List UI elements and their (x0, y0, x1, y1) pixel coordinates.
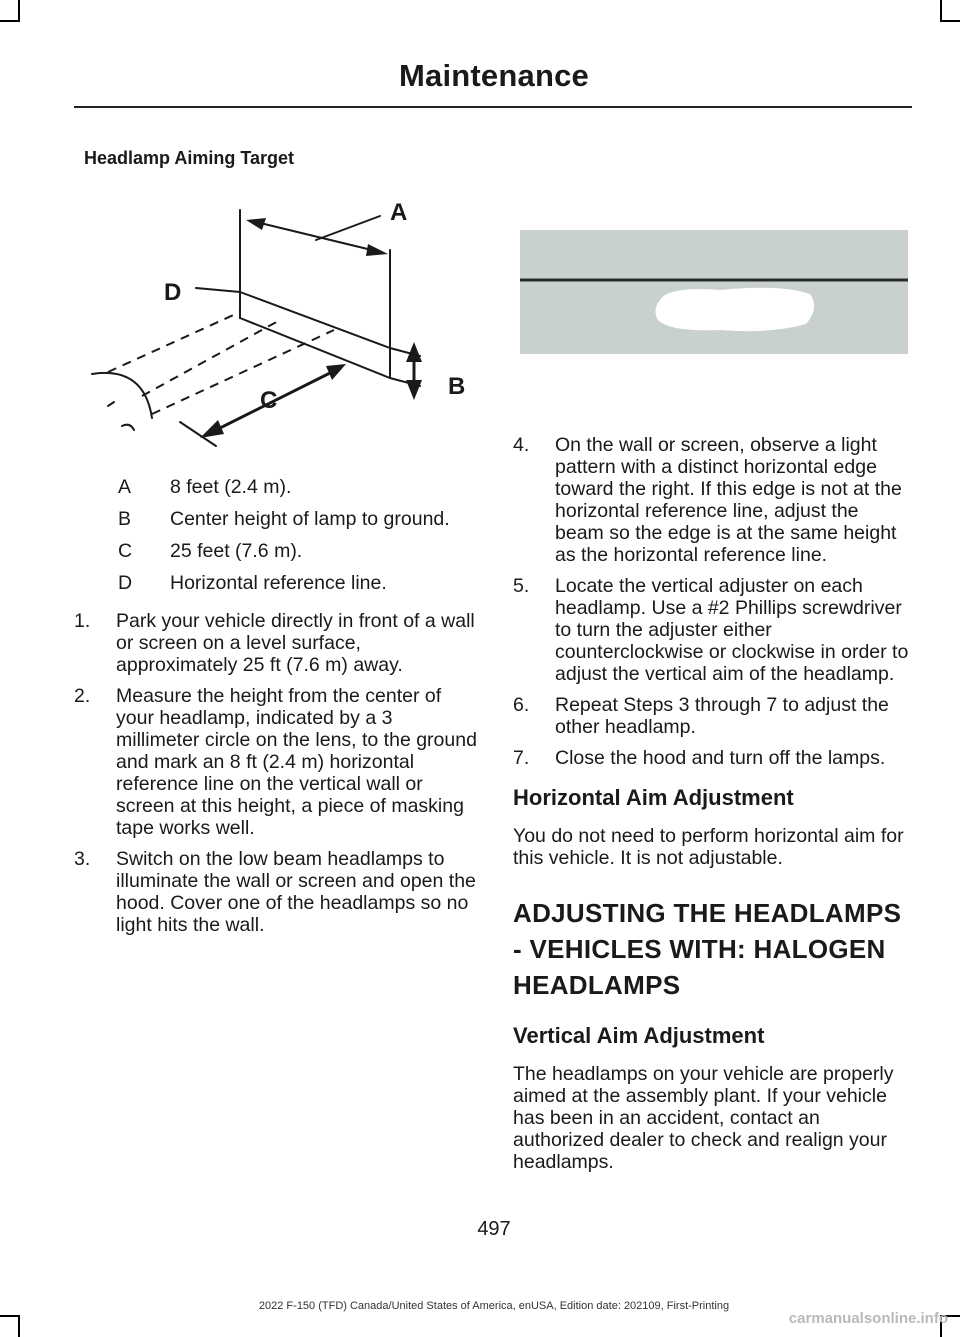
legend-text: Center height of lamp to ground. (170, 508, 450, 530)
right-column (513, 434, 911, 1173)
page-title: Maintenance (399, 58, 589, 93)
legend-key: D (118, 572, 133, 594)
beam-line (152, 330, 334, 414)
section-heading-line: HEADLAMPS (513, 970, 681, 1000)
callout-d: D (164, 279, 182, 306)
crop-mark (18, 0, 20, 22)
crop-mark (940, 0, 942, 22)
list-item (74, 848, 478, 936)
step-text: Repeat Steps 3 through 7 to adjust the other headlamp. (555, 694, 889, 738)
crop-mark (0, 20, 20, 22)
legend-key: B (118, 508, 132, 530)
crop-mark (18, 1315, 20, 1337)
list-item (74, 685, 478, 839)
legend-text: 8 feet (2.4 m). (170, 476, 292, 498)
legend-row (118, 572, 478, 604)
list-item (513, 747, 911, 769)
step-number: 5. (513, 575, 530, 597)
dimension-c-arrowhead (200, 420, 224, 438)
vertical-aim-text: The headlamps on your vehicle are properly aimed at the assembly plant. If your vehicle has been in an accident, contact an authorized dealer to check and realign your headlamps. (513, 1063, 894, 1173)
step-text: Park your vehicle directly in front of a wall or screen on a level surface, approximately 25 ft (7.6 m) away. (116, 610, 475, 676)
section-heading-line: ADJUSTING THE HEADLAMPS (513, 898, 902, 928)
horizontal-aim-heading: Horizontal Aim Adjustment (513, 785, 794, 810)
step-number: 3. (74, 848, 91, 870)
footer-edition: 2022 F-150 (TFD) Canada/United States of America, enUSA, Edition date: 202109, First-Printing (258, 1300, 730, 1312)
step-text: Measure the height from the center of your headlamp, indicated by a 3 millimeter circle on the lens, to the ground and mark an 8 ft (2.4 m) horizontal reference line on the vertical wall or screen at this height, a piece of masking tape works well. (116, 685, 477, 839)
legend-key: A (118, 476, 132, 498)
left-column (74, 610, 478, 945)
reference-line-d (196, 288, 240, 292)
section-heading (513, 895, 911, 1003)
legend-key: C (118, 540, 133, 562)
callout-b: B (448, 373, 466, 400)
dimension-a-leader (316, 216, 380, 240)
list-item (513, 434, 911, 566)
step-number: 2. (74, 685, 91, 707)
legend-row (118, 540, 478, 572)
aiming-target-diagram (84, 188, 484, 458)
figure-legend (118, 476, 478, 604)
horizontal-aim-text: You do not need to perform horizontal aim for this vehicle. It is not adjustable. (513, 825, 904, 869)
header-divider (74, 106, 912, 108)
dimension-c-arrowhead (326, 364, 346, 380)
step-text: On the wall or screen, observe a light pattern with a distinct horizontal edge toward the right. If this edge is not at the horizontal reference line, adjust the beam so the edge is at the same height as the horizontal reference line. (555, 434, 902, 566)
steps-list (74, 610, 478, 936)
crop-mark (940, 20, 960, 22)
callout-a: A (390, 199, 408, 226)
beam-line (142, 320, 280, 396)
legend-row (118, 508, 478, 540)
steps-list (513, 434, 911, 769)
vertical-aim-heading: Vertical Aim Adjustment (513, 1023, 765, 1048)
vehicle-detail (108, 402, 114, 406)
callout-c: C (260, 387, 278, 414)
legend-text: 25 feet (7.6 m). (170, 540, 303, 562)
page-number: 497 (477, 1218, 511, 1240)
dimension-a-arrowhead (366, 244, 388, 256)
step-number: 4. (513, 434, 530, 456)
wall-bottom-edge (240, 318, 390, 378)
vehicle-headlamp (122, 425, 134, 430)
step-text: Close the hood and turn off the lamps. (555, 747, 886, 769)
dimension-b-arrowhead (406, 380, 422, 400)
step-number: 6. (513, 694, 530, 716)
beam-light-spot (655, 288, 814, 331)
legend-text: Horizontal reference line. (170, 572, 387, 594)
section-heading-line: - VEHICLES WITH: HALOGEN (513, 934, 886, 964)
list-item (513, 575, 911, 685)
dimension-a-line (256, 222, 380, 252)
beam-line (108, 312, 240, 372)
crop-mark (0, 1315, 20, 1317)
dimension-a-arrowhead (246, 218, 266, 230)
list-item (513, 694, 911, 738)
step-number: 7. (513, 747, 530, 769)
figure-title: Headlamp Aiming Target (84, 148, 295, 168)
step-text: Locate the vertical adjuster on each headlamp. Use a #2 Phillips screwdriver to turn the adjuster either counterclockwise or clockwise in order to adjust the vertical aim of the headlamp. (555, 575, 909, 685)
list-item (74, 610, 478, 676)
watermark[interactable]: carmanualsonline.info (788, 1310, 948, 1327)
beam-pattern-figure (520, 230, 908, 354)
step-number: 1. (74, 610, 91, 632)
step-text: Switch on the low beam headlamps to illuminate the wall or screen and open the hood. Cover one of the headlamps so no light hits the wall. (116, 848, 476, 936)
legend-row (118, 476, 478, 508)
